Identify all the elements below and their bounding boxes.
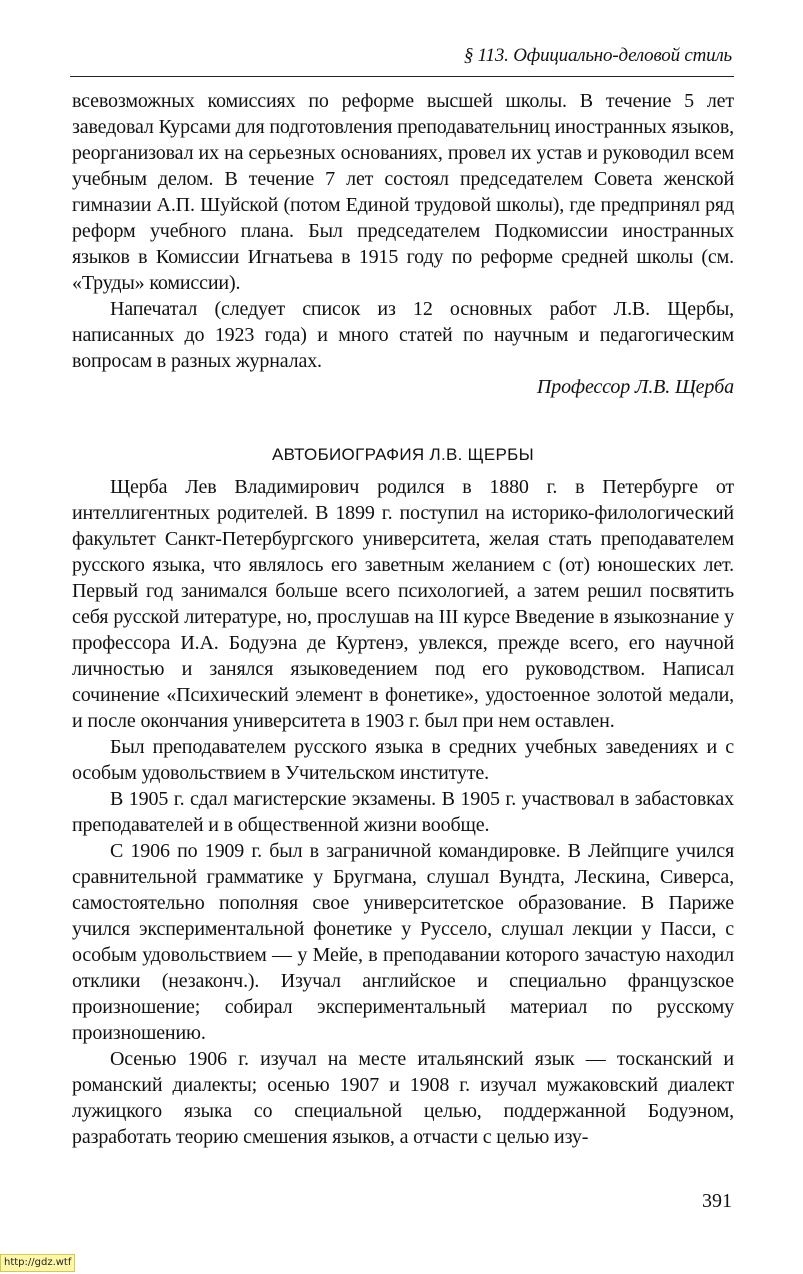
paragraph-dialects: Осенью 1906 г. изучал на месте итальянский язык — тосканский и романский диалекты; осенью 1907 и 1908 г. изучал мужаковский диалект лужицкого языка со специальной целью, поддержанной Бодуэном, разработать теорию смешения языков, а отчасти с целью изу- bbox=[72, 1048, 734, 1148]
section-title: АВТОБИОГРАФИЯ Л.В. ЩЕРБЫ bbox=[272, 445, 534, 464]
paragraph-continuation: всевозможных комиссиях по реформе высшей школы. В течение 5 лет заведовал Курсами для подготовления преподавательниц иностранных языков, реорганизовал их на серьезных основаниях, провел их устав и руководил всем учебным делом. В течение 7 лет состоял председателем Совета женской гимназии А.П. Шуйской (потом Единой трудовой школы), где предпринял ряд реформ учебного плана. Был председателем Подкомиссии иностранных языков в Комиссии Игнатьева в 1915 году по реформе средней школы (см. «Труды» комиссии). bbox=[72, 90, 735, 294]
page-number: 391 bbox=[702, 1190, 732, 1212]
paragraph-teaching: Был преподавателем русского языка в средних учебных заведениях и с особым удовольствием в Учительском институте. bbox=[72, 736, 734, 784]
watermark-link[interactable]: http://gdz.wtf bbox=[0, 1254, 75, 1272]
body-text bbox=[72, 88, 734, 1150]
paragraph-exams: В 1905 г. сдал магистерские экзамены. В 1905 г. участвовал в забастовках преподавателей и в общественной жизни вообще. bbox=[72, 788, 734, 836]
paragraph-publications: Напечатал (следует список из 12 основных работ Л.В. Щербы, написанных до 1923 года) и много статей по научным и педагогическим вопросам в разных журналах. bbox=[72, 298, 734, 372]
paragraph-birth: Щерба Лев Владимирович родился в 1880 г. в Петербурге от интеллигентных родителей. В 1899 г. поступил на историко-филологический факультет Санкт-Петербургского университета, желая стать преподавателем русского языка, что являлось его заветным желанием с (от) юношеских лет. Первый год занимался больше всего психологией, а затем решил посвятить себя русской литературе, но, прослушав на III курсе Введение в языкознание у профессора И.А. Бодуэна де Куртенэ, увлекся, прежде всего, его научной личностью и занялся языковедением под его руководством. Написал сочинение «Психический элемент в фонетике», удостоенное золотой медали, и после окончания университета в 1903 г. был при нем оставлен. bbox=[72, 476, 734, 732]
paragraph-abroad: С 1906 по 1909 г. был в заграничной командировке. В Лейпциге учился сравнительной грамматике у Бругмана, слушал Вундта, Лескина, Сиверса, самостоятельно пополняя свое университетское образование. В Париже учился экспериментальной фонетике у Руссело, слушал лекции у Пасси, с особым удовольствием — у Мейе, в преподавании которого зачастую находил отклики (незаконч.). Изучал английское и специально французское произношение; собирал экспериментальный материал по русскому произношению. bbox=[72, 840, 734, 1044]
running-header: § 113. Официально-деловой стиль bbox=[463, 45, 732, 66]
header-rule bbox=[70, 76, 734, 77]
signature: Профессор Л.В. Щерба bbox=[536, 376, 734, 398]
